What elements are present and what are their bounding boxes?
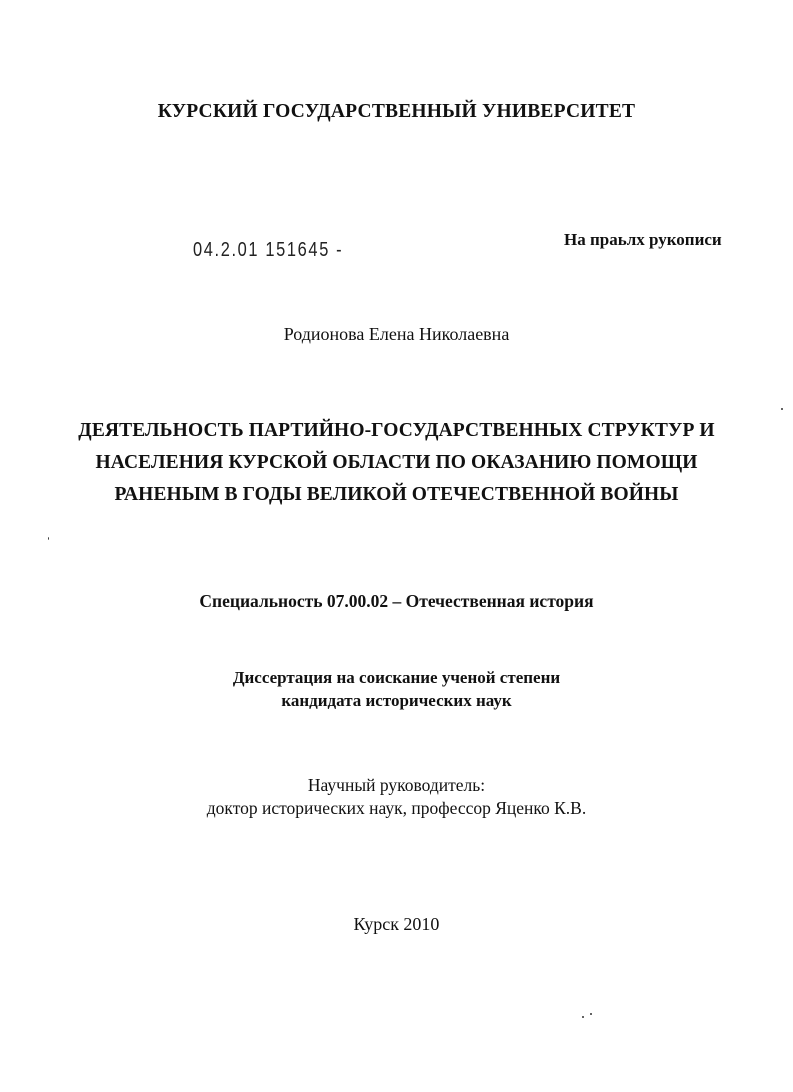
advisor-label: Научный руководитель: xyxy=(307,775,486,795)
thesis-title-line: НАСЕЛЕНИЯ КУРСКОЙ ОБЛАСТИ ПО ОКАЗАНИЮ ПОМОЩИ xyxy=(95,452,698,473)
dissertation-degree-line: Диссертация на соискание ученой степени xyxy=(232,668,561,687)
specialty-line: Специальность 07.00.02 – Отечественная история xyxy=(199,591,594,611)
manuscript-rights-note: На праьлх рукописи xyxy=(564,230,722,249)
thesis-title-line: ДЕЯТЕЛЬНОСТЬ ПАРТИЙНО-ГОСУДАРСТВЕННЫХ СТРУКТУР И xyxy=(78,420,715,441)
advisor-name: доктор исторических наук, профессор Яценко К.В. xyxy=(206,798,587,818)
scan-speck xyxy=(590,1013,592,1015)
scan-speck xyxy=(48,537,49,540)
university-name: КУРСКИЙ ГОСУДАРСТВЕННЫЙ УНИВЕРСИТЕТ xyxy=(157,101,636,122)
dissertation-degree-line: кандидата исторических наук xyxy=(281,691,512,710)
thesis-title-line: РАНЕНЫМ В ГОДЫ ВЕЛИКОЙ ОТЕЧЕСТВЕННОЙ ВОЙНЫ xyxy=(114,484,679,505)
scan-speck xyxy=(781,408,783,410)
scan-speck xyxy=(582,1016,584,1018)
library-stamp-number: 04.2.01 151645 - xyxy=(193,239,344,261)
city-year: Курск 2010 xyxy=(353,914,440,934)
author-name: Родионова Елена Николаевна xyxy=(283,324,510,344)
